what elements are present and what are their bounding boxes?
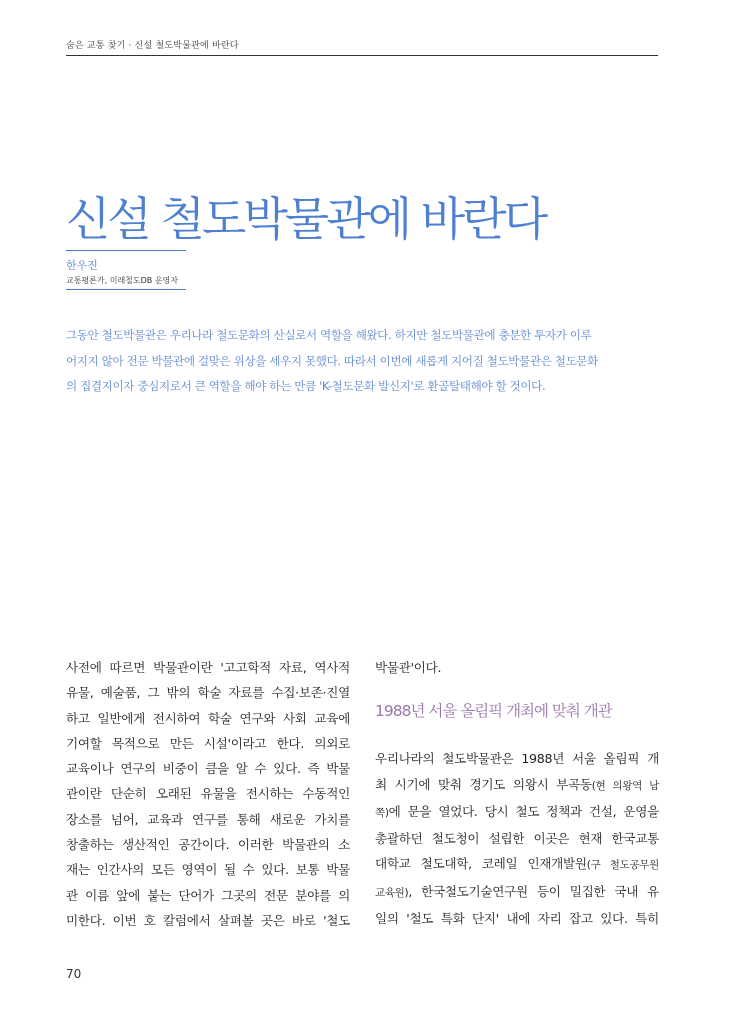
author-name: 한우진 (66, 259, 98, 272)
lead-line: 그동안 철도박물관은 우리나라 철도문화의 산실로서 역할을 해왔다. 하지만 철도박물관에 충분한 투자가 이루 (66, 328, 592, 342)
body-line: 관 이름 앞에 붙는 단어가 그곳의 전문 분야를 의 (66, 887, 350, 903)
author-divider-bottom (66, 289, 186, 290)
left-column (66, 655, 350, 933)
lead-line: 의 집결지이자 중심지로서 큰 역할을 해야 하는 만큼 'K-철도문화 발신지'로 환골탈태해야 할 것이다. (66, 379, 546, 393)
body-line: 우리나라의 철도박물관은 1988년 서울 올림픽 개 (375, 751, 659, 767)
body-line: 장소를 넘어, 교육과 연구를 통해 새로운 가치를 (66, 811, 350, 827)
page-number: 70 (66, 967, 82, 981)
body-line: 총괄하던 철도청이 설립한 이곳은 현재 한국교통 (375, 831, 659, 847)
body-aside: 교육원) (375, 886, 409, 899)
body-line (375, 879, 659, 906)
body-line: 박물관'이다. (375, 660, 442, 675)
body-line (375, 799, 659, 826)
article-title: 신설 철도박물관에 바란다 (66, 191, 546, 246)
body-line: 사전에 따르면 박물관이란 '고고학적 자료, 역사적 (66, 660, 350, 675)
author-role: 교통평론가, 미래철도DB 운영자 (66, 276, 179, 285)
body-text: 대학교 철도대학, 코레일 인재개발원 (375, 856, 587, 872)
body-line: 미한다. 이번 호 칼럼에서 살펴볼 곳은 바로 '철도 (66, 912, 350, 928)
lead-line: 어지지 않아 전문 박물관에 걸맞은 위상을 세우지 못했다. 따라서 이번에 새롭게 지어질 철도박물관은 철도문화 (66, 353, 598, 368)
body-line: 유물, 예술품, 그 밖의 학술 자료를 수집·보존·진열 (66, 685, 350, 701)
author-divider-top (66, 250, 186, 251)
body-text: 에 문을 열었다. 당시 철도 정책과 건설, 운영을 (388, 803, 659, 819)
section-subhead: 1988년 서울 올림픽 개최에 맞춰 개관 (375, 702, 612, 721)
body-line: 창출하는 생산적인 공간이다. 이러한 박물관의 소 (66, 837, 350, 853)
body-aside: (구 철도공무원 (586, 859, 659, 872)
body-text: 최 시기에 맞춰 경기도 의왕시 부곡동 (375, 776, 592, 792)
body-line: 일의 '철도 특화 단지' 내에 자리 잡고 있다. 특히 (375, 911, 659, 927)
body-text: , 한국철도기술연구원 등이 밀집한 국내 유 (408, 883, 659, 899)
body-line: 교육이나 연구의 비중이 큼을 알 수 있다. 즉 박물 (66, 761, 350, 777)
body-aside: 쪽) (375, 806, 389, 819)
body-line: 기여할 목적으로 만든 시설'이라고 한다. 의외로 (66, 735, 350, 751)
body-line (375, 772, 659, 799)
body-line: 재는 인간사의 모든 영역이 될 수 있다. 보통 박물 (66, 862, 350, 878)
running-head: 숨은 교통 찾기 · 신설 철도박물관에 바란다 (66, 41, 239, 51)
body-line: 관이란 단순히 오래된 유물을 전시하는 수동적인 (66, 786, 350, 802)
body-aside: (현 의왕역 남 (591, 779, 659, 792)
header-divider (66, 55, 658, 56)
lead-paragraph (66, 323, 660, 400)
right-column (375, 655, 659, 931)
body-line: 하고 일반에게 전시하여 학술 연구와 사회 교육에 (66, 710, 350, 726)
body-line (375, 851, 659, 878)
